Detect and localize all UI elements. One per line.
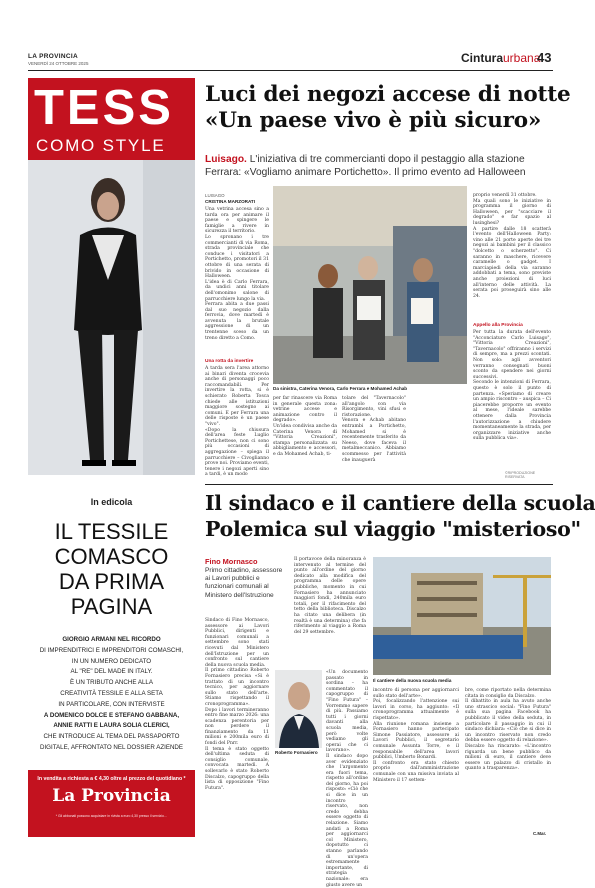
article1-byline: CRISTINA MARZORATI — [205, 199, 256, 204]
ad-tess-model-image — [28, 160, 195, 475]
ad-edicola — [28, 480, 195, 840]
article1-headline-1: Luci dei negozi accese di notte — [205, 82, 571, 107]
ad-edicola-headline: IL TESSILE COMASCO DA PRIMA PAGINA — [54, 519, 169, 619]
article2-photo1-caption: Roberto Fornasiero — [275, 750, 318, 755]
article1-col2: per far rinascere via Roma in generale questa zona: vetrine accese e animazione contro il degrado». Un'idea condivisa anche da Caterina Venora di "Vittoria Creazioni", stampa personalizzata su abbigliamento e accessori, e da Mohamed Achab, ti- — [273, 396, 337, 457]
article1-summary-text: L'iniziativa di tre commercianti dopo il pestaggio alla stazione Ferrara: «Vogliamo animare Portichetto». Il primo evento ad Halloween — [205, 154, 526, 178]
article2-mayor-photo — [275, 670, 322, 748]
ad-edicola-line: AL "RE" DEL MADE IN ITALY. — [70, 668, 153, 676]
ad-edicola-line: IN PARTICOLARE, CON INTERVISTE — [58, 700, 165, 708]
article1-photo-caption: Da sinistra, Caterina Venora, Carlo Ferrara e Mohamed Achab — [273, 386, 408, 391]
ad-edicola-line: IN UN NUMERO DEDICATO — [71, 657, 152, 665]
article1-photo — [273, 186, 467, 384]
article2-headline-1: Il sindaco e il cantiere della scuola — [205, 491, 595, 515]
article1-col1b: A tarda sera l'area attorno ai binari diventa crocevia anche di personaggi poco raccomandabili. Per invertire la rotta, si è schierato Roberta Tosca chiede alle istituzioni maggiore sostegno ai comuni. E per Ferrara una delle risposte è un paese "vivo". «Dopo la chiusura dell'area feste Luglio Portichettese, non ci sono più occasioni di aggregazione – spiega il parrucchiere – Civoglianno prove noi. Proviamo eventi, tenere i negozi aperti sino a tardi, è un modo — [205, 366, 269, 478]
article2-col2: Il portavoce della minoranza è intervenuto al termine del punto all'ordine del giorno dedicato alla modifica del programma delle opere pubbliche, momento in cui Fornasiero ha annunciato maggiori fondi, 240mila euro totali, per il rifacimento del tetto della biblioteca. Discalzo ha citato una delibera (in realtà è una determina) che fa riferimento al viaggio a Roma del 29 settembre. — [294, 557, 366, 635]
ad-edicola-fineprint: * Gli abbonati possono acquistare in rivista a euro 4,30 presso il servizio… — [55, 814, 168, 818]
ad-edicola-line: GIORGIO ARMANI NEL RICORDO — [62, 636, 161, 643]
article1-col4b: Per tutta la durata dell'evento "Acconciature Carlo Luisago", "Vittoria Creazioni", "Tavernacolo" offriranno i servizi di sempre, ma a prezzi scontati. Non solo: agli avventori verranno consegnati buoni sconto da spendere nei giorni successivi. Secondo le intenzioni di Ferrara, questo è solo il punto di partenza. «Speriamo di creare un ampio riscontro – auspica – Ci piacerebbe proporre un evento al mese, l'ideale sarebbe ottenere dalla Provincia l'autorizzazione a chiudere momentaneamente la strada, per organizzare iniziative anche sulla pubblica via». — [473, 330, 551, 442]
article2-deck: Primo cittadino, assessore ai Lavori pubblici e funzionari comunali al Ministero dell'Istruzione — [205, 567, 283, 599]
article-divider — [205, 484, 553, 485]
ad-tess-brand: TESS — [34, 81, 174, 135]
article2-col1: Sindaco di Fino Mornasco, assessore ai Lavori Pubblici, dirigenti e funzionari comunali a settembre sono stati ricevuti dal Ministero dell'Istruzione per un confronto sul cantiere della nuova scuola media. Il primo cittadino Roberto Fornasiero precisa «Si è trattato di un incontro tecnico, per aggiornare sullo stato dell'arte. Stiamo rispettando il cronoprogramma». Dopo i lavori termineranno entro fine marzo 2026: una scadenza perentoria per non perdere il finanziamento da 11 milioni e 200mila euro di fondi del Pnrr. Il tema è stato oggetto dell'ultima seduta di consiglio comunale, convocata martedì. A sollevarlo è stato Roberto Discalzo, capogruppo della lista di opposizione "Fino Futura". — [205, 618, 269, 791]
article2-col3: incontro di persona per aggiornarci sullo stato dell'arte». Poi, focalizzando l'attenzione sui lavori in corso, ha aggiunto: «Il cronoprogramma attualmente è rispettato». Alla riunione romana insieme a Fornasiero hanno partecipato Simone Passiatore, assessore ai Lavori Pubblici, il segretario comunale Assunta Torre, e il responsabile dell'area lavori pubblici, Umberto Bonardi. Il confronto era stato chiesto proprio dall'amministrazione comunale con una missiva inviata al Ministero il 17 settem- — [373, 688, 459, 783]
article1-headline-2: «Un paese vivo è più sicuro» — [205, 108, 542, 133]
article1-location: LUISAGO — [205, 193, 225, 198]
article2-col4: bre, come riportato nella determina citata in consiglio da Discalzo. Il dibattito in aula ha avuto anche uno strascico social: "Fino Futura" sulla sua pagina Facebook ha pubblicato il video della seduta, in particolare il passaggio in cui il sindaco dichiara: «Ciò che si dice in un incontro riservato non credo debba essere oggetto di relazione». Discalzo ha rincarato: «L'incontro riguarda un bene pubblico da milioni di euro, il cantiere deve essere un palazzo di cristallo in quanto a trasparenza». — [465, 688, 551, 772]
ad-edicola-kicker: In edicola — [90, 497, 133, 507]
ad-edicola-footer — [28, 770, 195, 837]
article2-construction-photo — [373, 557, 551, 675]
la-provincia-logo: La Provincia — [52, 786, 171, 806]
article-luisago — [205, 78, 571, 479]
ad-edicola-line: È UN TRIBUTO ANCHE ALLA — [70, 679, 153, 687]
article-fino-mornasco — [205, 489, 595, 888]
masthead-rule — [28, 70, 553, 71]
paper-name: LA PROVINCIA — [28, 53, 78, 60]
ad-tess-tagline: COMO STYLE — [36, 136, 166, 155]
article1-place: Luisago. — [205, 154, 247, 165]
article1-subhead-2: Appello alla Provincia — [473, 323, 523, 328]
ad-edicola-line: ANNIE RATTI E LAURA SOLIA CLERICI, — [53, 722, 170, 730]
ad-edicola-line: CREATIVITÀ TESSILE E ALLA SETA — [60, 689, 163, 697]
ad-edicola-body — [28, 635, 195, 754]
article2-place: Fino Mornasco — [205, 557, 258, 566]
ad-edicola-line: A DOMENICO DOLCE E STEFANO GABBANA, — [43, 711, 180, 719]
ad-tess — [28, 78, 195, 475]
page-number: 43 — [537, 50, 552, 65]
section-title-b: urbana — [503, 51, 541, 65]
article2-col2b: «Un documento passato in sordina – ha commentato il capogruppo di "Fino Futura" – Vorremmo sapere di più. Passiamo tutti i giorni davanti alla scuola media, però volte vediamo gli operai che ci lavorano». Il sindaco dopo aver evidenziato che l'argomento era fuori tema, rispetto all'ordine del giorno, ha poi risposto: «Ciò che si dice in un incontro riservato, non credo debba essere oggetto di relazione. Siamo andati a Roma per aggiornarci col Ministero, dopotutto ci stanno parlando di un'opera estremamente importante, di strategia nazionale: era giusto avere un — [326, 670, 368, 888]
article1-rights: ©RIPRODUZIONE RISERVATA — [505, 471, 536, 479]
ad-edicola-line: DI IMPRENDITRICI E IMPRENDITORI COMASCHI, — [39, 646, 184, 654]
article2-headline-2: Polemica sul viaggio "misterioso" — [205, 517, 581, 541]
ad-edicola-price: In vendita a richiesta a € 4,30 oltre al prezzo del quotidiano * — [37, 776, 186, 782]
ad-edicola-line: CHE INTRODUCE AL TEMA DEL PASSAPORTO — [43, 733, 180, 741]
masthead — [0, 0, 580, 76]
article1-subhead-1: Una rotta da invertire — [205, 359, 254, 364]
section-title — [461, 51, 540, 65]
article1-col4: proprio venerdì 31 ottobre. Ma quali sono le iniziative in programma il giorno di Halloween, per "scacciare il degrado" e far spazio al lusinghesi? A partire dalle 18 scatterà l'evento dell'Halloween Party: vino alle 21 porte aperte dei tre negozi ai bambini per il classico "dolcetto o scherzetto". Ci saranno in maschere, ricevere caramelle o gadget. I marciapiedi della via saranno addobbati a tema, sono previste anche proiezioni di luci all'interno delle attività. La serata poi proseguirà sino alle 24. — [473, 193, 551, 299]
article1-col3: tolare del "Tavernacolo" all'angolo con via Risorgimento, vini sfusi e ristorazione. Venora e Achab abitano entrambi a Portichetto, Mohamed si è recentemente trasferito da Neeso, dove faceva il metalmeccanico. Abbiamo scommesso per l'attività che inauguerà — [342, 396, 406, 463]
article2-photo2-caption: Il cantiere della nuova scuola media — [373, 678, 452, 683]
article1-col1: Una vetrina accesa sino a tarda ora per animare il paese e spingere le famiglie a rivere in sicurezza il territorio. Lo spronano i tre commercianti di via Roma, strada provinciale che conduce i visitatori a Portichetto, promotori il 31 ottobre di una serata di brivido in occasione di Halloween. L'idea è di Carlo Ferrara, da undici anni titolare dell'omonimo salone di parrucchiere lungo la via. Ferrara abita a due passi dal suo negozio dalla ferrovia, dove martedì è avvenuta la brutale aggressione di un trentenne sceso da un treno diretto a Como. — [205, 207, 269, 341]
article1-summary — [205, 153, 551, 179]
issue-date: VENERDÌ 24 OTTOBRE 2025 — [28, 61, 89, 66]
article2-byline: C.Mar. — [533, 831, 547, 836]
ad-edicola-line: DIGITALE, AFFRONTATO NEL DOSSIER AZIENDE — [39, 743, 184, 751]
section-title-a: Cintura — [461, 51, 503, 65]
